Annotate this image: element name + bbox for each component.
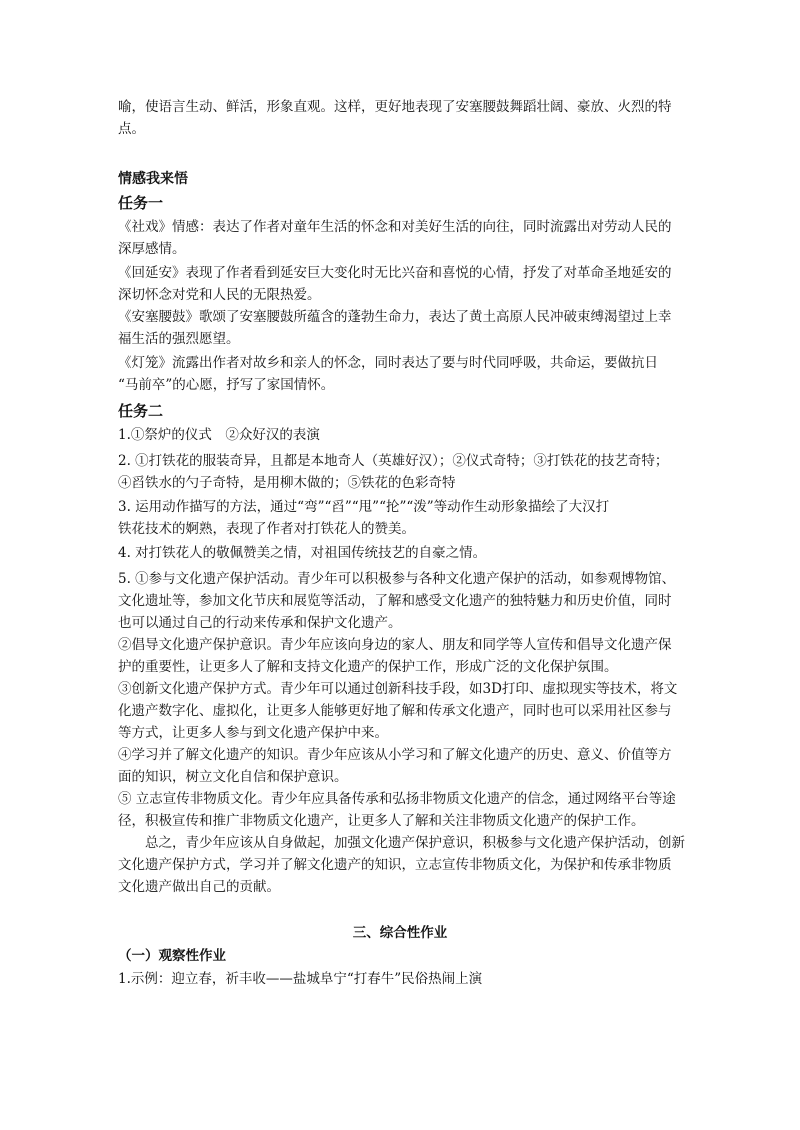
task2-item-3	[118, 496, 678, 540]
task1-item-4	[118, 352, 678, 396]
task2-item-4: 4. 对打铁花人的敬佩赞美之情，对祖国传统技艺的自豪之情。	[118, 545, 487, 561]
text-line: 喻，使语言生动、鲜活，形象直观。这样，更好地表现了安塞腰鼓舞蹈壮阔、豪放、火烈的特	[118, 99, 672, 115]
text-line: 文化遗址等，参加文化节庆和展览等活动，了解和感受文化遗产的独特魅力和历史价值，同时	[118, 593, 672, 609]
text-line: 护的重要性，让更多人了解和支持文化遗产的保护工作，形成广泛的文化保护氛围。	[118, 659, 618, 675]
text-line: 化遗产数字化、虚拟化，让更多人能够更好地了解和传承文化遗产，同时也可以采用社区参与	[118, 703, 672, 719]
text-line: 《安塞腰鼓》歌颂了安塞腰鼓所蕴含的蓬勃生命力，表达了黄土高原人民冲破束缚渴望过上幸	[118, 309, 672, 325]
task2-item-5	[118, 568, 678, 832]
text-line: 面的知识，树立文化自信和保护意识。	[118, 769, 348, 785]
task1-item-1	[118, 216, 678, 260]
task2-heading: 任务二	[118, 402, 164, 420]
text-line: 点。	[118, 121, 145, 137]
text-line: 《灯笼》流露出作者对故乡和亲人的怀念，同时表达了要与时代同呼吸，共命运，要做抗日	[118, 355, 658, 371]
part3-item-1: 1.示例：迎立春，祈丰收——盐城阜宁“打春牛”民俗热闹上演	[118, 971, 483, 987]
text-line: “马前卒”的心愿，抒写了家国情怀。	[118, 377, 335, 393]
text-line: 也可以通过自己的行动来传承和保护文化遗产。	[118, 615, 402, 631]
text-line: 福生活的强烈愿望。	[118, 331, 240, 347]
text-line: 深厚感情。	[118, 241, 186, 257]
text-line: ②倡导文化遗产保护意识。青少年应该向身边的家人、朋友和同学等人宣传和倡导文化遗产保	[118, 637, 672, 653]
section-title-emotion: 情感我来悟	[118, 171, 188, 187]
text-line: 《回延安》表现了作者看到延安巨大变化时无比兴奋和喜悦的心情，抒发了对革命圣地延安的	[118, 265, 672, 281]
text-line: 文化遗产保护方式，学习并了解文化遗产的知识，立志宣传非物质文化，为保护和传承非物质	[118, 857, 672, 873]
text-line: 2. ①打铁花的服装奇异，且都是本地奇人（英雄好汉）；②仪式奇特；③打铁花的技艺奇特；	[118, 453, 669, 469]
task1-heading: 任务一	[118, 194, 164, 212]
text-line: 铁花技术的婀熟，表现了作者对打铁花人的赞美。	[118, 521, 415, 537]
part3-title: 三、综合性作业	[352, 925, 448, 941]
intro-paragraph	[118, 96, 678, 140]
text-line: ⑤ 立志宣传非物质文化。青少年应具备传承和弘扬非物质文化遗产的信念，通过网络平台等途	[118, 791, 676, 807]
task1-item-2	[118, 262, 678, 306]
task1-item-3	[118, 306, 678, 350]
text-line: 径，积极宣传和推广非物质文化遗产，让更多人了解和关注非物质文化遗产的保护工作。	[118, 813, 645, 829]
text-line: 5. ①参与文化遗产保护活动。青少年可以积极参与各种文化遗产保护的活动，如参观博物馆、	[118, 571, 676, 587]
text-line: 深切怀念对党和人民的无限热爱。	[118, 287, 321, 303]
part3-subheading: （一）观察性作业	[118, 948, 226, 964]
text-line: 《社戏》情感：表达了作者对童年生活的怀念和对美好生活的向往，同时流露出对劳动人民的	[118, 219, 672, 235]
summary-paragraph	[118, 832, 685, 898]
text-line: ③创新文化遗产保护方式。青少年可以通过创新科技手段，如3D打印、虚拟现实等技术，将文	[118, 681, 678, 697]
text-line: ④舀铁水的勺子奇特，是用柳木做的；⑤铁花的色彩奇特	[118, 475, 456, 491]
text-line: 3. 运用动作描写的方法，通过“弯”“舀”“甩”“抡”“泼”等动作生动形象描绘了大汉打	[118, 499, 610, 515]
text-line: 等方式，让更多人参与到文化遗产保护中来。	[118, 725, 388, 741]
task2-item-1: 1.①祭炉的仪式 ②众好汉的表演	[118, 427, 320, 443]
text-line: ④学习并了解文化遗产的知识。青少年应该从小学习和了解文化遗产的历史、意义、价值等方	[118, 747, 672, 763]
text-line: 文化遗产做出自己的贡献。	[118, 879, 280, 895]
task2-item-2	[118, 450, 678, 494]
text-line: 总之，青少年应该从自身做起，加强文化遗产保护意识，积极参与文化遗产保护活动，创新	[145, 835, 685, 851]
